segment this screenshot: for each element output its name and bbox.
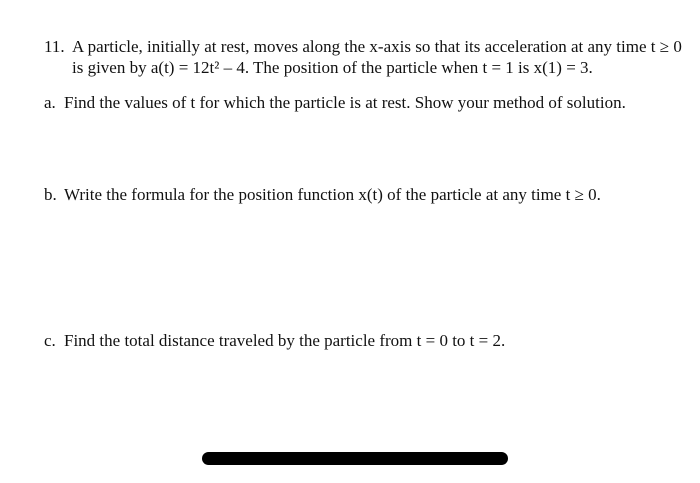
part-b-letter: b. — [44, 185, 57, 204]
part-a-letter: a. — [44, 93, 56, 112]
problem-line-1 — [44, 36, 684, 57]
part-b-text: Write the formula for the position function x(t) of the particle at any time t ≥ 0. — [64, 185, 601, 204]
part-c — [44, 330, 505, 351]
part-c-text: Find the total distance traveled by the particle from t = 0 to t = 2. — [64, 331, 506, 350]
part-a-text: Find the values of t for which the particle is at rest. Show your method of solution. — [64, 93, 626, 112]
part-c-letter: c. — [44, 331, 56, 350]
problem-text-line-2: is given by a(t) = 12t² – 4. The position of the particle when t = 1 is x(1) = 3. — [72, 58, 593, 77]
part-b — [44, 184, 601, 205]
problem-text-line-1: A particle, initially at rest, moves along the x-axis so that its acceleration at any time t ≥ 0 — [72, 37, 682, 56]
problem-line-2 — [44, 57, 684, 78]
part-a — [44, 92, 626, 113]
problem-statement — [44, 36, 684, 78]
problem-number: 11. — [44, 37, 65, 56]
home-indicator-bar[interactable] — [202, 452, 508, 465]
